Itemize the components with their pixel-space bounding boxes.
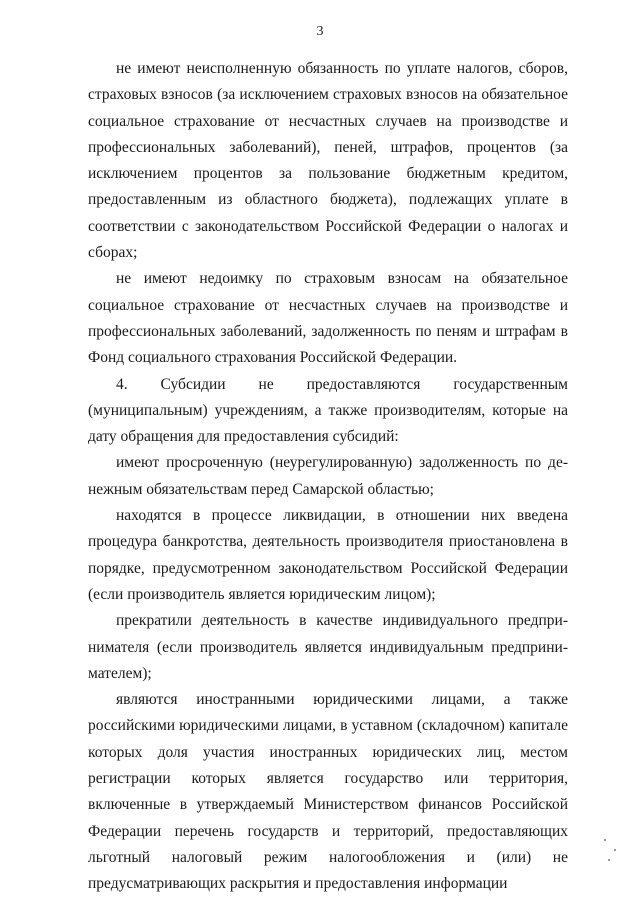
- paragraph-liquidation: находятся в процессе ликвидации, в отношении них введена процедура банкротства, деятельность производителя приостановлена в порядке, предусмотренном законодательством Российской Федерации (если производитель является юридическим лицом);: [88, 507, 568, 603]
- paragraph-overdue-debt: имеют просроченную (неурегулированную) задолженность по денежным обязательствам перед Самарской областью;: [88, 454, 568, 498]
- document-body: [88, 56, 568, 898]
- paragraph-insurance-arrears: не имеют недоимку по страховым взносам на обязательное социальное страхование от несчастных случаев на производстве и профессиональных заболеваний, задолженность по пеням и штрафам в Фонд социального страхования Российской Федерации.: [88, 270, 568, 367]
- page-number: 3: [316, 24, 324, 39]
- scan-specks: [602, 835, 622, 865]
- paragraph-clause-4: 4. Субсидии не предоставляются государственным (муниципальным) учреждениям, а также производителям, которые на дату обращения для предоставления субсидий:: [88, 375, 568, 446]
- paragraph-tax-obligations: не имеют неисполненную обязанность по уплате налогов, сборов, страховых взносов (за исключением страховых взносов на обязательное социальное страхование от несчастных случаев на производстве и профессиональных заболеваний), пеней, штрафов, процентов (за исключением процентов за пользование бюджетным кредитом, предоставленным из областного бюджета), подлежащих уплате в соответствии с законодательством Российской Федерации о налогах и сборах;: [88, 60, 568, 262]
- paragraph-foreign-entities: являются иностранными юридическими лицами, а также российскими юридическими лицами, в уставном (складочном) капитале которых доля участия иностранных юридических лиц, местом регистрации которых является государство или территория, включенные в утверждаемый Министерством финансов Российской Федерации перечень государств и территорий, предоставляющих льготный налоговый режим налогообложения и (или) не предусматривающих раскрытия и предоставления информации: [88, 691, 568, 893]
- paragraph-ceased-activity: прекратили деятельность в качестве индивидуального предпринимателя (если производитель является индивидуальным предпринимателем);: [88, 612, 568, 682]
